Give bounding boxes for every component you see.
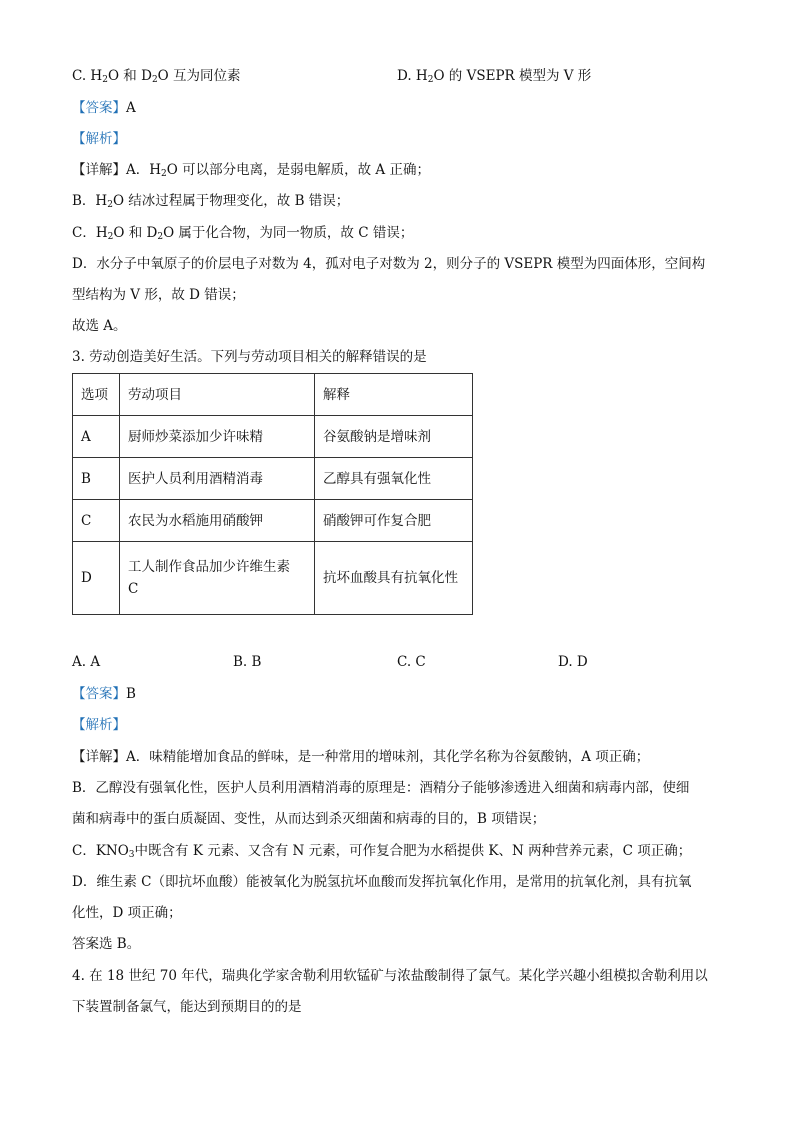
table-row [73,416,473,458]
table-cell [120,542,315,615]
q3-detail-d-1: D．维生素 C（即抗坏血酸）能被氧化为脱氢抗坏血酸而发挥抗氧化作用，是常用的抗氧化剂，具有抗氧 [72,874,692,890]
table-row [73,458,473,500]
q2-answer: 【答案】A [72,100,136,116]
choice-b: B. B [233,654,262,670]
q3-detail-b-2: 菌和病毒中的蛋白质凝固、变性，从而达到杀灭细菌和病毒的目的，B 项错误； [72,811,546,827]
q3-analysis-tag: 【解析】 [72,717,126,733]
table-cell: 农民为水稻施用硝酸钾 [120,500,315,542]
q3-answer: 【答案】B [72,686,136,702]
cell-line: C [128,581,139,597]
table-row [73,500,473,542]
choice-d: D. D [558,654,588,670]
table-cell: 谷氨酸钠是增味剂 [315,416,473,458]
q3-detail-a: 【详解】A．味精能增加食品的鲜味，是一种常用的增味剂，其化学名称为谷氨酸钠，A 项正确； [72,749,650,765]
table-header: 解释 [315,374,473,416]
table-cell: 硝酸钾可作复合肥 [315,500,473,542]
q2-detail-d-1: D．水分子中氧原子的价层电子对数为 4，孤对电子对数为 2，则分子的 VSEPR 模型为四面体形，空间构 [72,256,706,272]
q3-detail-b-1: B．乙醇没有强氧化性，医护人员利用酒精消毒的原理是：酒精分子能够渗透进入细菌和病毒内部，使细 [72,780,690,796]
q2-detail-d-2: 型结构为 V 形，故 D 错误； [72,287,245,303]
q3-table [72,373,473,615]
q2-analysis-tag: 【解析】 [72,131,126,147]
q2-detail-c: C．$H_2O$ 和 $D_2O$ 属于化合物，为同一物质，故 C 错误； [72,225,414,242]
table-cell: 厨师炒菜添加少许味精 [120,416,315,458]
table-cell: C [73,500,120,542]
table-cell: 乙醇具有强氧化性 [315,458,473,500]
q2-option-c: C. $H_2O$ 和 $D_2O$ 互为同位素 [72,68,241,85]
table-cell: B [73,458,120,500]
q2-option-d: D. $H_2O$ 的 VSEPR 模型为 V 形 [397,68,592,85]
table-header: 选项 [73,374,120,416]
table-cell: D [73,542,120,615]
q2-detail-a: 【详解】A．$H_2O$ 可以部分电离，是弱电解质，故 A 正确； [72,162,430,179]
table-cell: 抗坏血酸具有抗氧化性 [315,542,473,615]
table-cell: A [73,416,120,458]
q4-stem-2: 下装置制备氯气，能达到预期目的的是 [72,999,302,1015]
q3-detail-c: C．$KNO_3$中既含有 K 元素、又含有 N 元素，可作复合肥为水稻提供 K、N 两种营养元素，C 项正确； [72,843,692,860]
q3-stem: 3. 劳动创造美好生活。下列与劳动项目相关的解释错误的是 [72,349,427,365]
q3-choices [72,654,732,674]
table-cell: 医护人员利用酒精消毒 [120,458,315,500]
q3-conclusion: 答案选 B。 [72,936,141,952]
q4-stem-1: 4. 在 18 世纪 70 年代，瑞典化学家舍勒利用软锰矿与浓盐酸制得了氯气。某化学兴趣小组模拟舍勒利用以 [72,968,708,984]
table-header-row [73,374,473,416]
choice-c: C. C [397,654,426,670]
q3-detail-d-2: 化性，D 项正确； [72,905,182,921]
cell-line: 工人制作食品加少许维生素 [128,559,290,575]
q2-detail-b: B．$H_2O$ 结冰过程属于物理变化，故 B 错误； [72,193,350,210]
choice-a: A. A [72,654,101,670]
q2-conclusion: 故选 A。 [72,318,127,334]
table-header: 劳动项目 [120,374,315,416]
table-row [73,542,473,615]
